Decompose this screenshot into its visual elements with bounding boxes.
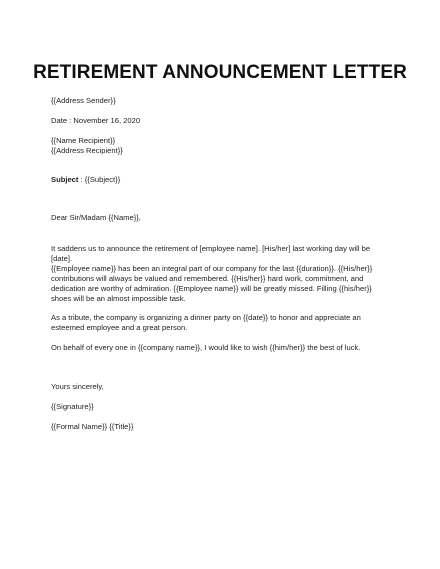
letter-title: RETIREMENT ANNOUNCEMENT LETTER — [33, 62, 407, 83]
paragraph-4-text: On behalf of every one in {{company name}}, I would like to wish {{him/her}} the best of luck. — [51, 343, 361, 352]
subject-line — [51, 175, 391, 185]
paragraph-2-text: {{Employee name}} has been an integral part of our company for the last {{duration}}. {{His/her}} contributions will always be valued and remembered. {{His/her}} hard work, commitment, and dedication are worthy of admiration. {{Employee name}} will be greatly missed. Filling {{his/her}} shoes will be an almost impossible task. — [51, 264, 373, 303]
paragraph-1 — [51, 244, 391, 264]
letter-date — [51, 116, 391, 126]
closing-text: Yours sincerely, — [51, 382, 104, 391]
paragraph-2 — [51, 264, 376, 304]
paragraph-1-text: It saddens us to announce the retirement of [employee name]. [His/her] last working day will be [date]. — [51, 244, 371, 263]
address-sender-text: {{Address Sender}} — [51, 96, 116, 105]
paragraph-4 — [51, 343, 391, 353]
paragraph-3 — [51, 313, 391, 333]
name-recipient: {{Name Recipient}} — [51, 136, 116, 145]
salutation — [51, 213, 391, 223]
recipient-block — [51, 136, 391, 156]
formal-name-title-text: {{Formal Name}} {{Title}} — [51, 422, 134, 431]
signature — [51, 402, 391, 412]
address-recipient: {{Address Recipient}} — [51, 146, 123, 155]
subject-value: : {{Subject}} — [78, 175, 121, 184]
address-sender — [51, 96, 391, 106]
salutation-text: Dear Sir/Madam {{Name}}, — [51, 213, 141, 222]
formal-name-title — [51, 422, 391, 432]
date-text: Date : November 16, 2020 — [51, 116, 141, 125]
subject-label: Subject — [51, 175, 79, 184]
paragraph-3-text: As a tribute, the company is organizing a dinner party on {{date}} to honor and appreciate an esteemed employee and a great person. — [51, 313, 361, 332]
closing — [51, 382, 391, 392]
signature-text: {{Signature}} — [51, 402, 94, 411]
